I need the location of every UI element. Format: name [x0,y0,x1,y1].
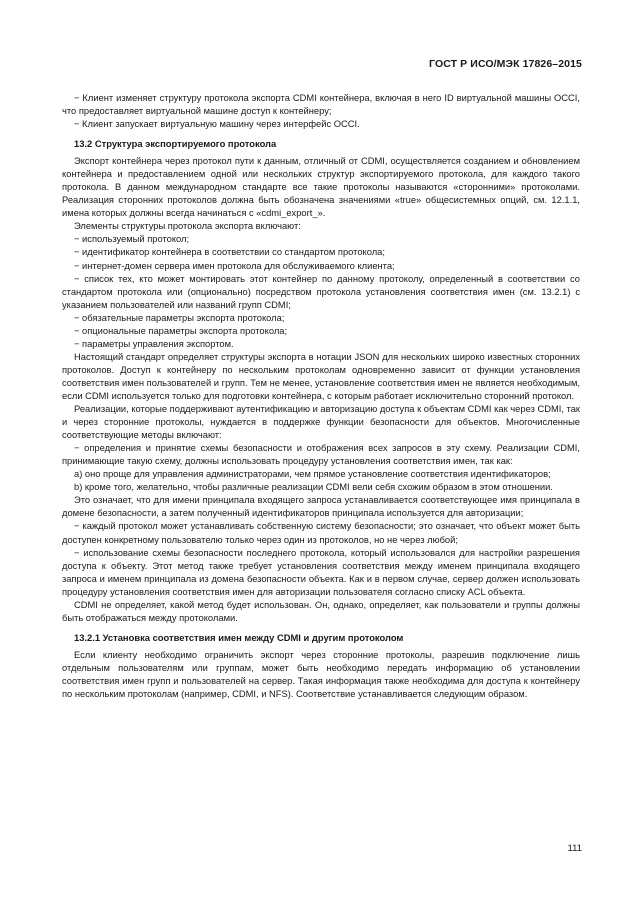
bullet-item: − Клиент запускает виртуальную машину через интерфейс OCCI. [74,119,360,130]
document-body [62,92,580,701]
paragraph: Реализации, которые поддерживают аутентификацию и авторизацию доступа к объектам CDMI как через CDMI, так и через сторонние протоколы, нуждается в поддержке функции безопасности для объектов. Многочисленные соответствующие методы включают: [62,404,580,441]
bullet-item: − параметры управления экспортом. [74,338,234,349]
paragraph: Если клиенту необходимо ограничить экспорт через сторонние протоколы, разрешив подключение лишь отдельным пользователям или группам, может быть необходимо передать информацию об установлении соответствия имен групп и пользователей на сервер. Такая информация также необходима для доступа к контейнеру по нескольким протоколам (например, CDMI, и NFS). Соответствие устанавливается следующим образом. [62,649,580,699]
paragraph: Экспорт контейнера через протокол пути к данным, отличный от CDMI, осуществляется созданием и обновлением контейнера и предоставлением одной или нескольких структур экспортируемого протокола, для каждого такого протокола. В данном международном стандарте все такие протоколы называются «сторонними» протоколами. Реализация сторонних протоколов должна быть обозначена значениями «true» общесистемных опций, см. 12.1.1, имена которых должны всегда начинаться с «cdmi_export_». [62,156,580,219]
paragraph: Элементы структуры протокола экспорта включают: [74,221,301,232]
paragraph: CDMI не определяет, какой метод будет использован. Он, однако, определяет, как пользователи и группы должны быть отображаться между протоколами. [62,599,580,623]
bullet-item: − обязательные параметры экспорта протокола; [74,312,285,323]
list-item: a) оно проще для управления администраторами, чем прямое установление соответствия идентификаторов; [74,469,551,480]
list-item: b) кроме того, желательно, чтобы различные реализации CDMI вели себя схожим образом в этом отношении. [74,482,553,493]
bullet-item: − Клиент изменяет структуру протокола экспорта CDMI контейнера, включая в него ID виртуальной машины OCCI, что предоставляет виртуальной машине доступ к контейнеру; [62,93,580,117]
subsection-heading: 13.2.1 Установка соответствия имен между CDMI и другим протоколом [74,631,404,643]
paragraph: Настоящий стандарт определяет структуры экспорта в нотации JSON для нескольких широко известных сторонних протоколов. Доступ к контейнеру по нескольким протоколам одновременно зависит от функции установления соответствия имен пользователей и групп. Тем не менее, установление соответствия имен не является необходимым, если CDMI используется только для подготовки контейнера, с которым работает исключительно сторонний протокол. [62,351,580,401]
document-header: ГОСТ Р ИСО/МЭК 17826–2015 [429,58,582,70]
bullet-item: − определения и принятие схемы безопасности и отображения всех запросов в эту схему. Реализации CDMI, принимающие такую схему, должны использовать процедуру установления соответствия имен, так как: [62,443,580,467]
section-heading: 13.2 Структура экспортируемого протокола [74,138,277,150]
page-number: 111 [567,843,582,854]
bullet-item: − используемый протокол; [74,234,190,245]
bullet-item: − интернет-домен сервера имен протокола для обслуживаемого клиента; [74,260,395,271]
bullet-item: − каждый протокол может устанавливать собственную систему безопасности; это означает, что объект может быть доступен конкретному пользователю только через один из протоколов, но не через любой; [62,521,580,545]
paragraph: Это означает, что для имени принципала входящего запроса устанавливается соответствующее имя принципала в домене безопасности, а затем полученный идентификаторов принципала используется для авторизации; [62,495,580,519]
bullet-item: − идентификатор контейнера в соответствии со стандартом протокола; [74,247,385,258]
bullet-item: − опциональные параметры экспорта протокола; [74,325,288,336]
bullet-item: − использование схемы безопасности последнего протокола, который использовался для настройки разрешения доступа к объекту. Этот метод также требует установления соответствия между именем принципала входящего запроса и именем принципала из домена безопасности объекта. Как и в первом случае, сервер должен использовать процедуру установления соответствия имен для авторизации пользователя согласно списку ACL объекта. [62,547,580,597]
bullet-item: − список тех, кто может монтировать этот контейнер по данному протоколу, определенный в соответствии со стандартом протокола или (опционально) посредством протокола установления соответствия имен (см. 13.2.1) с указанием пользователей или названий групп CDMI; [62,273,580,310]
